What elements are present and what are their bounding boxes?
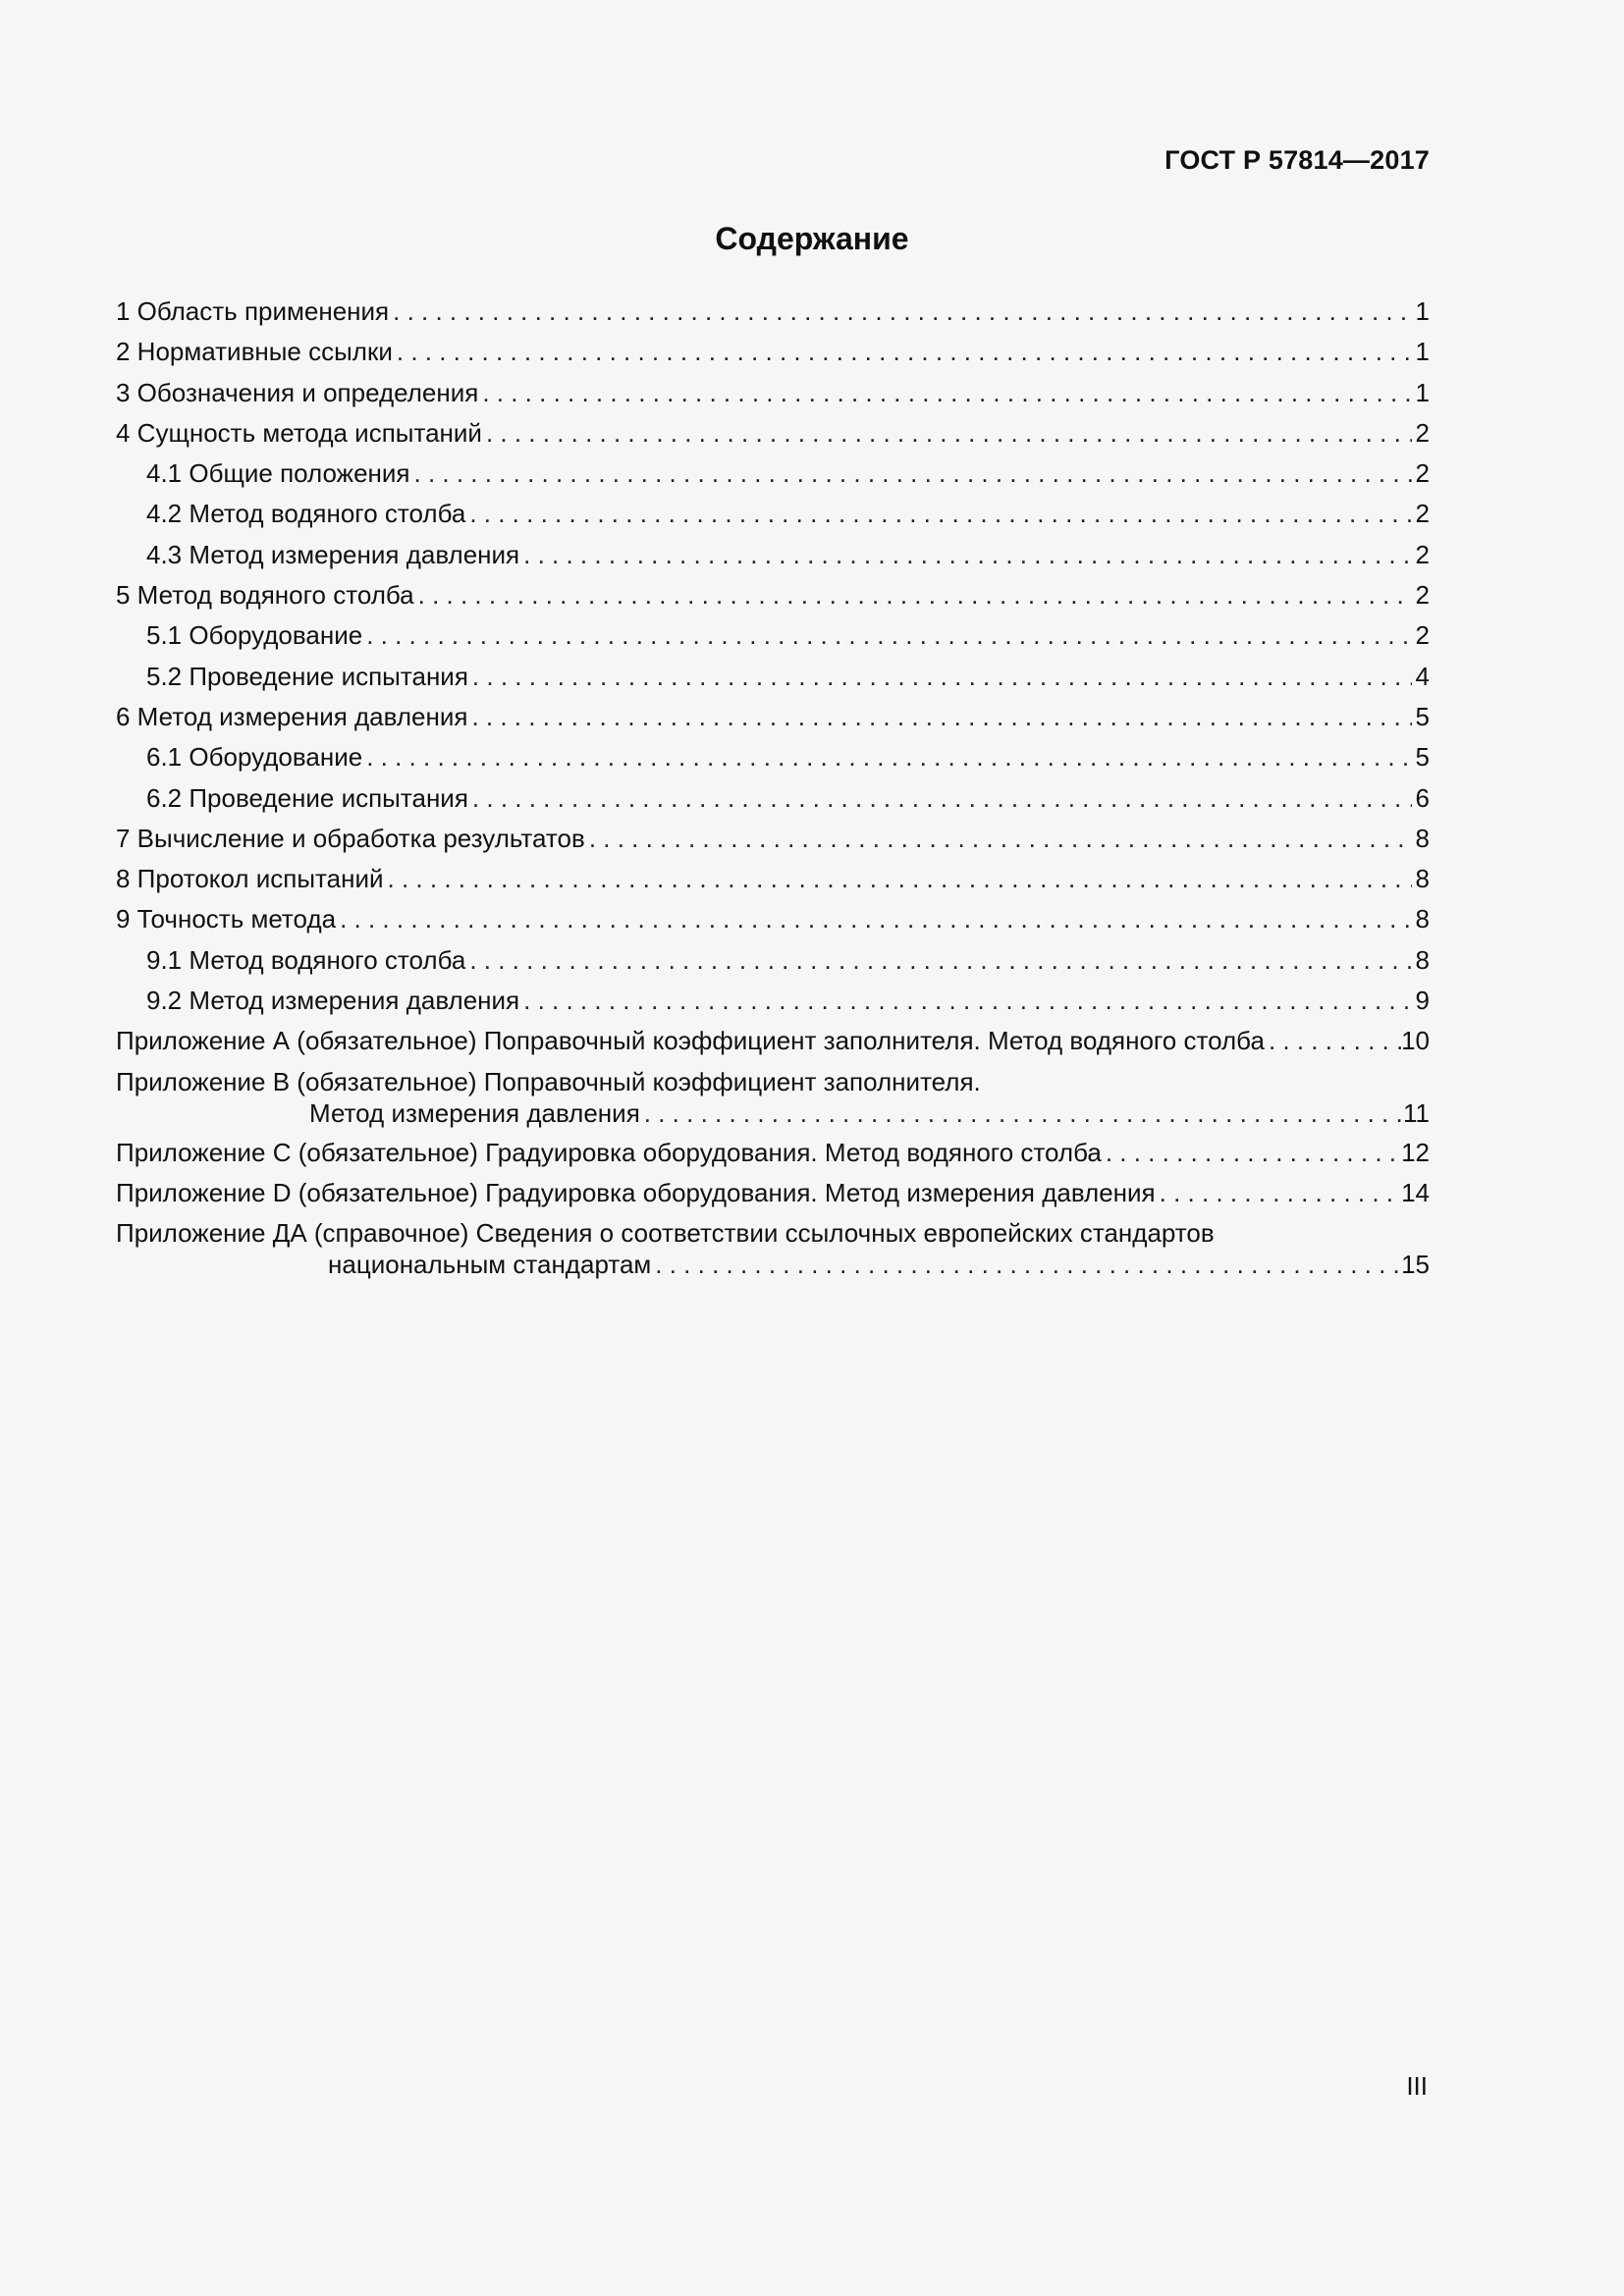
toc-dot-leader xyxy=(336,899,1412,939)
toc-dot-leader xyxy=(362,615,1412,656)
toc-entry-label: 9.1 Метод водяного столба xyxy=(146,944,466,975)
toc-entry-label: 6.2 Проведение испытания xyxy=(146,782,468,813)
page-title: Содержание xyxy=(715,221,909,256)
toc-dot-leader xyxy=(468,778,1412,819)
toc-entry-label: Приложение В (обязательное) Поправочный коэффициент заполнителя. xyxy=(116,1066,981,1096)
toc-entry-9-1[interactable] xyxy=(116,940,1430,981)
toc-entry-page: 2 xyxy=(1415,620,1430,651)
toc-entry-page: 12 xyxy=(1401,1137,1430,1167)
toc-entry-label: 5.2 Проведение испытания xyxy=(146,661,468,691)
toc-entry-appendix-d[interactable] xyxy=(116,1173,1430,1213)
toc-dot-leader xyxy=(1265,1021,1401,1061)
toc-dot-leader xyxy=(585,819,1412,859)
toc-entry-page: 1 xyxy=(1415,296,1430,326)
toc-entry-page: 4 xyxy=(1415,661,1430,691)
toc-entry-appendix-da[interactable] xyxy=(116,1217,1430,1280)
toc-entry-page: 9 xyxy=(1415,986,1430,1016)
toc-entry-appendix-a[interactable] xyxy=(116,1021,1430,1061)
toc-entry-page: 10 xyxy=(1401,1026,1430,1056)
toc-entry-label: 3 Обозначения и определения xyxy=(116,377,479,407)
toc-entry-page: 15 xyxy=(1401,1250,1430,1280)
toc-entry-6[interactable] xyxy=(116,697,1430,737)
toc-entry-page: 2 xyxy=(1415,458,1430,489)
toc-entry-4[interactable] xyxy=(116,413,1430,454)
toc-dot-leader xyxy=(1156,1173,1401,1213)
toc-entry-1[interactable] xyxy=(116,292,1430,332)
toc-entry-4-3[interactable] xyxy=(116,535,1430,575)
toc-dot-leader xyxy=(362,737,1412,777)
toc-dot-leader xyxy=(640,1097,1403,1129)
toc-entry-label: 1 Область применения xyxy=(116,296,390,326)
toc-entry-label: 6.1 Оборудование xyxy=(146,742,363,773)
toc-entry-page: 8 xyxy=(1415,904,1430,934)
toc-entry-label: 5.1 Оборудование xyxy=(146,620,363,651)
toc-entry-2[interactable] xyxy=(116,332,1430,372)
toc-entry-4-1[interactable] xyxy=(116,454,1430,494)
toc-dot-leader xyxy=(410,454,1413,494)
toc-dot-leader xyxy=(389,292,1412,332)
toc-dot-leader xyxy=(651,1249,1401,1280)
toc-dot-leader xyxy=(393,332,1412,372)
toc-entry-page: 5 xyxy=(1415,742,1430,773)
toc-dot-leader xyxy=(414,575,1412,615)
toc-entry-label: 4.3 Метод измерения давления xyxy=(146,539,520,569)
toc-entry-label-continued: Метод измерения давления xyxy=(309,1097,640,1128)
table-of-contents xyxy=(116,292,1430,1280)
toc-entry-page: 2 xyxy=(1415,580,1430,611)
toc-entry-label: 5 Метод водяного столба xyxy=(116,580,414,611)
toc-entry-label: 2 Нормативные ссылки xyxy=(116,337,393,367)
toc-dot-leader xyxy=(468,657,1412,697)
toc-entry-6-1[interactable] xyxy=(116,737,1430,777)
toc-entry-label-continued: национальным стандартам xyxy=(328,1250,652,1280)
toc-entry-label: Приложение D (обязательное) Градуировка оборудования. Метод измерения давления xyxy=(116,1177,1156,1207)
toc-entry-label: 4.2 Метод водяного столба xyxy=(146,499,466,529)
toc-dot-leader xyxy=(519,981,1412,1021)
standard-number: ГОСТ Р 57814—2017 xyxy=(1164,145,1430,175)
toc-entry-page: 14 xyxy=(1401,1177,1430,1207)
toc-dot-leader xyxy=(384,859,1412,899)
toc-entry-page: 5 xyxy=(1415,701,1430,731)
toc-entry-page: 1 xyxy=(1415,377,1430,407)
toc-entry-page: 6 xyxy=(1415,782,1430,813)
toc-entry-label: 4 Сущность метода испытаний xyxy=(116,417,482,448)
toc-entry-4-2[interactable] xyxy=(116,494,1430,534)
toc-entry-page: 2 xyxy=(1415,417,1430,448)
toc-dot-leader xyxy=(519,535,1412,575)
toc-dot-leader xyxy=(478,373,1412,413)
toc-entry-5-2[interactable] xyxy=(116,657,1430,697)
toc-entry-label: 4.1 Общие положения xyxy=(146,458,410,489)
toc-entry-5[interactable] xyxy=(116,575,1430,615)
toc-dot-leader xyxy=(465,940,1412,981)
toc-entry-label: 7 Вычисление и обработка результатов xyxy=(116,823,585,853)
toc-entry-page: 2 xyxy=(1415,539,1430,569)
page-number: III xyxy=(1406,2071,1428,2101)
toc-entry-label: 9.2 Метод измерения давления xyxy=(146,986,520,1016)
toc-entry-7[interactable] xyxy=(116,819,1430,859)
toc-entry-label: Приложение А (обязательное) Поправочный коэффициент заполнителя. Метод водяного столба xyxy=(116,1026,1265,1056)
toc-dot-leader xyxy=(465,494,1412,534)
toc-entry-3[interactable] xyxy=(116,373,1430,413)
toc-entry-appendix-c[interactable] xyxy=(116,1133,1430,1173)
toc-entry-label: Приложение С (обязательное) Градуировка оборудования. Метод водяного столба xyxy=(116,1137,1102,1167)
toc-entry-page: 8 xyxy=(1415,823,1430,853)
toc-entry-label: Приложение ДА (справочное) Сведения о соответствии ссылочных европейских стандартов xyxy=(116,1218,1215,1249)
toc-entry-page: 8 xyxy=(1415,944,1430,975)
toc-entry-page: 11 xyxy=(1403,1097,1430,1128)
toc-entry-5-1[interactable] xyxy=(116,615,1430,656)
toc-entry-8[interactable] xyxy=(116,859,1430,899)
toc-entry-6-2[interactable] xyxy=(116,778,1430,819)
toc-entry-label: 8 Протокол испытаний xyxy=(116,864,384,894)
toc-entry-page: 1 xyxy=(1415,337,1430,367)
toc-dot-leader xyxy=(467,697,1412,737)
toc-dot-leader xyxy=(482,413,1412,454)
toc-entry-page: 2 xyxy=(1415,499,1430,529)
toc-entry-9-2[interactable] xyxy=(116,981,1430,1021)
toc-entry-9[interactable] xyxy=(116,899,1430,939)
toc-entry-page: 8 xyxy=(1415,864,1430,894)
toc-entry-label: 6 Метод измерения давления xyxy=(116,701,468,731)
toc-entry-label: 9 Точность метода xyxy=(116,904,337,934)
toc-entry-appendix-b[interactable] xyxy=(116,1066,1430,1129)
toc-dot-leader xyxy=(1102,1133,1401,1173)
